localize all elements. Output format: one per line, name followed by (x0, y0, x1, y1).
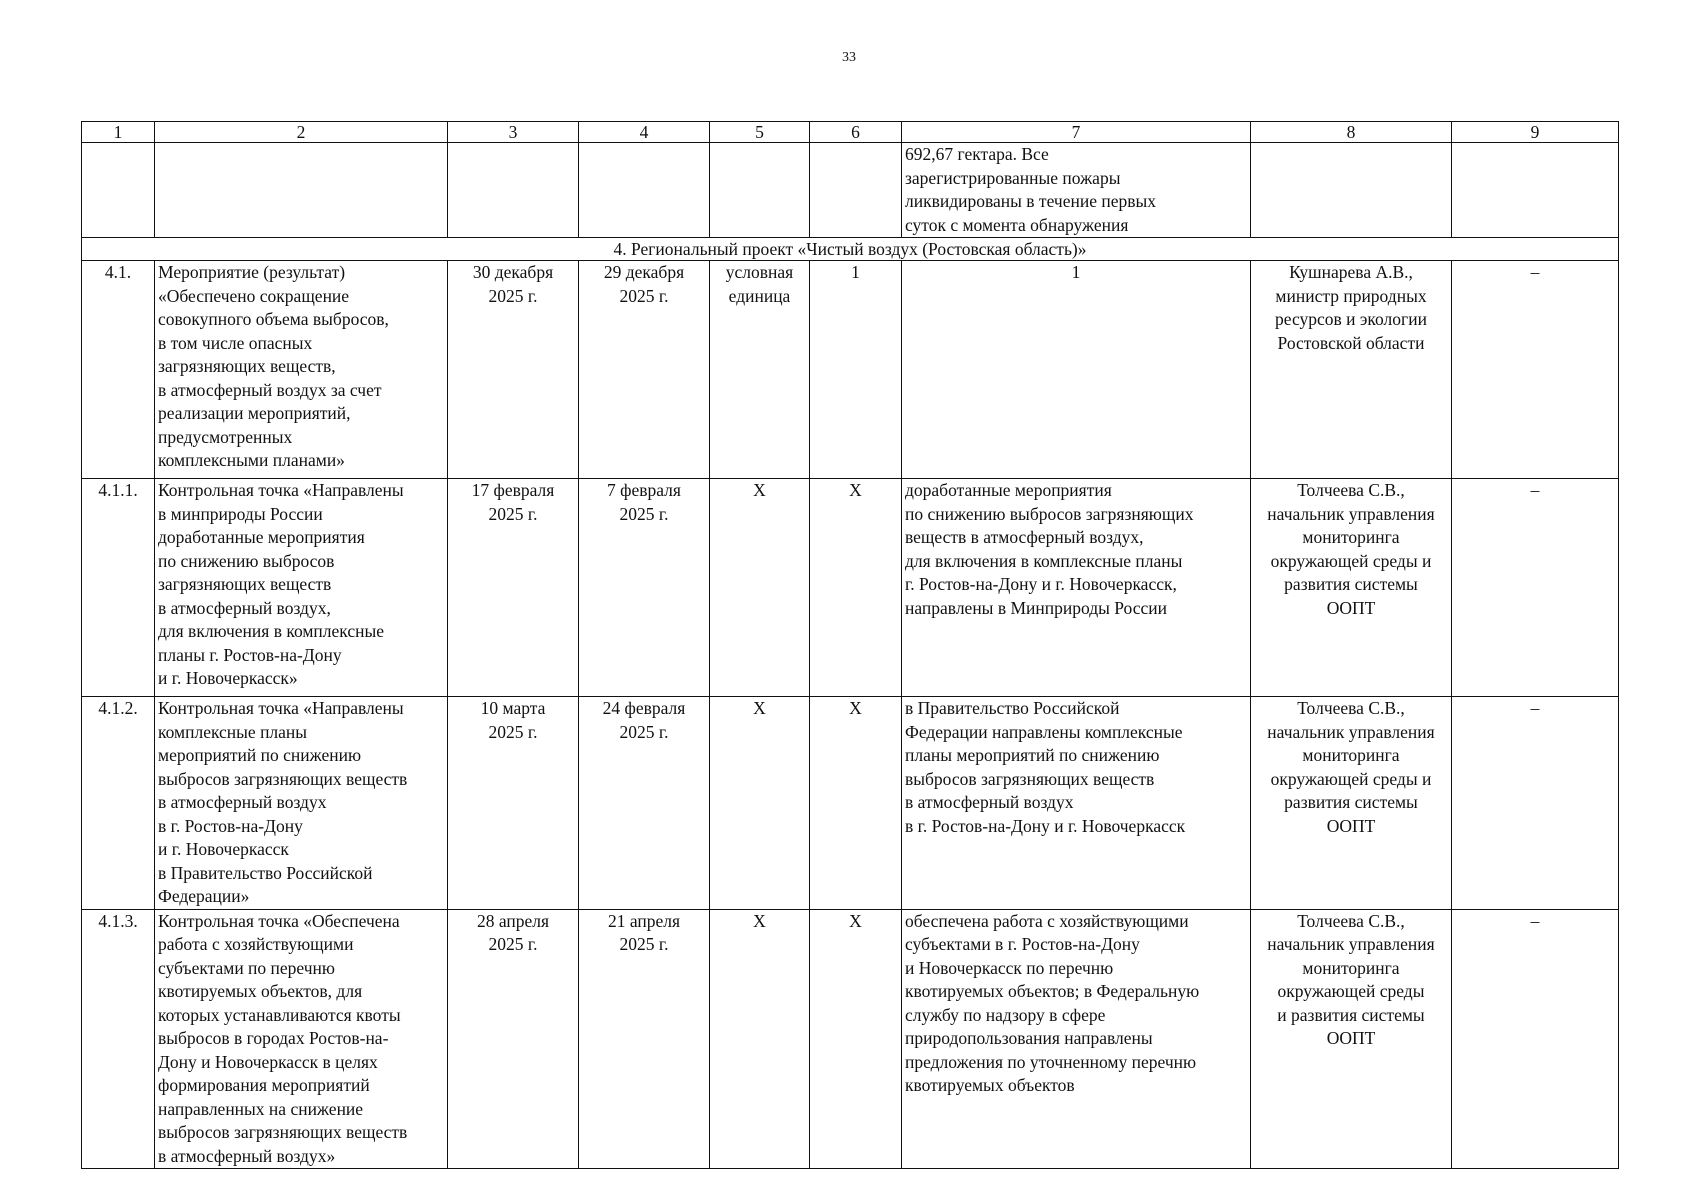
column-header: 8 (1251, 122, 1452, 143)
table-row (82, 697, 1619, 910)
unit-cell: Х (710, 909, 810, 1169)
table-cell (579, 143, 710, 238)
fact-date: 7 февраля 2025 г. (579, 479, 710, 697)
unit-cell: условная единица (710, 261, 810, 479)
column-header: 6 (810, 122, 902, 143)
plan-date: 28 апреля 2025 г. (448, 909, 579, 1169)
table-cell (810, 143, 902, 238)
responsible-cell: Кушнарева А.В., министр природных ресурсов и экологии Ростовской области (1251, 261, 1452, 479)
continued-row (82, 143, 1619, 238)
column-header: 1 (82, 122, 155, 143)
column-header: 7 (902, 122, 1251, 143)
result-cell: в Правительство Российской Федерации направлены комплексные планы мероприятий по снижению выбросов загрязняющих веществ в атмосферный воздух в г. Ростов-на-Дону и г. Новочеркасск (902, 697, 1251, 910)
note-cell: – (1452, 479, 1619, 697)
plan-date: 17 февраля 2025 г. (448, 479, 579, 697)
table-row (82, 909, 1619, 1169)
unit-cell: Х (710, 697, 810, 910)
item-name: Мероприятие (результат) «Обеспечено сокращение совокупного объема выбросов, в том числе опасных загрязняющих веществ, в атмосферный воздух за счет реализации мероприятий, предусмотренных комплексными планами» (155, 261, 448, 479)
result-cell: обеспечена работа с хозяйствующими субъектами в г. Ростов-на-Дону и Новочеркасск по перечню квотируемых объектов; в Федеральную службу по надзору в сфере природопользования направлены предложения по уточненному перечню квотируемых объектов (902, 909, 1251, 1169)
column-header: 3 (448, 122, 579, 143)
note-cell: – (1452, 909, 1619, 1169)
column-number-row (82, 122, 1619, 143)
section-title: 4. Региональный проект «Чистый воздух (Ростовская область)» (82, 238, 1619, 261)
plan-value: Х (810, 697, 902, 910)
fact-date: 21 апреля 2025 г. (579, 909, 710, 1169)
responsible-cell: Толчеева С.В., начальник управления мониторинга окружающей среды и развития системы ООПТ (1251, 697, 1452, 910)
result-cell: 1 (902, 261, 1251, 479)
table-cell (155, 143, 448, 238)
fact-date: 29 декабря 2025 г. (579, 261, 710, 479)
note-cell: – (1452, 261, 1619, 479)
plan-date: 10 марта 2025 г. (448, 697, 579, 910)
responsible-cell: Толчеева С.В., начальник управления мониторинга окружающей среды и развития системы ООПТ (1251, 909, 1452, 1169)
table-row (82, 479, 1619, 697)
note-cell: – (1452, 697, 1619, 910)
table-cell (1452, 143, 1619, 238)
result-cell: 692,67 гектара. Все зарегистрированные пожары ликвидированы в течение первых суток с момента обнаружения (902, 143, 1251, 238)
plan-value: Х (810, 909, 902, 1169)
plan-value: Х (810, 479, 902, 697)
item-number: 4.1.2. (82, 697, 155, 910)
item-name: Контрольная точка «Направлены комплексные планы мероприятий по снижению выбросов загрязняющих веществ в атмосферный воздух в г. Ростов-на-Дону и г. Новочеркасск в Правительство Российской Федерации» (155, 697, 448, 910)
page-number: 33 (842, 50, 856, 65)
responsible-cell: Толчеева С.В., начальник управления мониторинга окружающей среды и развития системы ООПТ (1251, 479, 1452, 697)
fact-date: 24 февраля 2025 г. (579, 697, 710, 910)
unit-cell: Х (710, 479, 810, 697)
item-number: 4.1.3. (82, 909, 155, 1169)
plan-value: 1 (810, 261, 902, 479)
item-name: Контрольная точка «Направлены в минприроды России доработанные мероприятия по снижению выбросов загрязняющих веществ в атмосферный воздух, для включения в комплексные планы г. Ростов-на-Дону и г. Новочеркасск» (155, 479, 448, 697)
item-number: 4.1.1. (82, 479, 155, 697)
column-header: 5 (710, 122, 810, 143)
item-name: Контрольная точка «Обеспечена работа с хозяйствующими субъектами по перечню квотируемых объектов, для которых устанавливаются квоты выбросов в городах Ростов-на- Дону и Новочеркасск в целях формирования мероприятий направленных на снижение выбросов загрязняющих веществ в атмосферный воздух» (155, 909, 448, 1169)
result-cell: доработанные мероприятия по снижению выбросов загрязняющих веществ в атмосферный воздух, для включения в комплексные планы г. Ростов-на-Дону и г. Новочеркасск, направлены в Минприроды России (902, 479, 1251, 697)
item-number: 4.1. (82, 261, 155, 479)
column-header: 2 (155, 122, 448, 143)
column-header: 4 (579, 122, 710, 143)
table-row (82, 261, 1619, 479)
table-cell (710, 143, 810, 238)
report-table (81, 121, 1619, 1169)
table-cell (1251, 143, 1452, 238)
table-cell (448, 143, 579, 238)
plan-date: 30 декабря 2025 г. (448, 261, 579, 479)
section-header-row (82, 238, 1619, 261)
table-cell (82, 143, 155, 238)
column-header: 9 (1452, 122, 1619, 143)
